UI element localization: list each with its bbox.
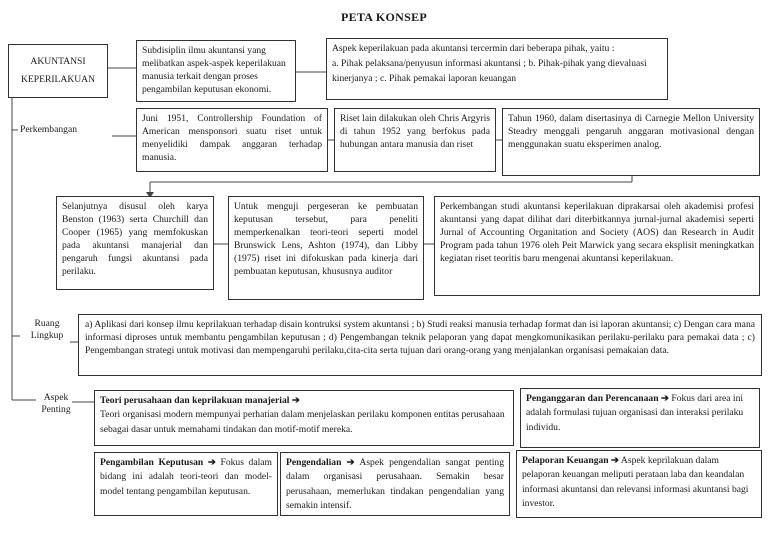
label-ruang-lingkup — [22, 318, 72, 343]
teori-text: Teori organisasi modern mempunyai perhatian dalam menjelaskan perilaku komponen entitas perusahaan sebagai dasar untuk memahami tindakan dan motif-motif mereka. — [100, 409, 505, 435]
teori-heading: Teori perusahaan dan keprilakuan manajerial ➔ — [100, 395, 300, 406]
dev-benston-box — [56, 196, 214, 290]
pengendalian-text: Aspek pengendalian sangat penting dalam organisasi perusahaan. Semakin besar perusahaan, memerlukan tindakan pengendalian yang semakin intensif. — [286, 457, 504, 512]
scope-box — [78, 314, 762, 376]
dev-1960-text: Tahun 1960, dalam disertasinya di Carnegie Mellon University Steadry menggali pengaruh anggaran motivasional dengan menggunakan suatu eksperimen analog. — [508, 113, 754, 151]
label-aspek-penting — [36, 392, 76, 417]
definition-text: Subdisiplin ilmu akuntansi yang melibatkan aspek-aspek keperilakuan manusia terkait dengan proses pengambilan keputusan ekonomi. — [142, 45, 286, 96]
dev-1960-box — [502, 108, 760, 176]
root-line-2: KEPERILAKUAN — [20, 74, 96, 86]
pengambilan-heading: Pengambilan Keputusan ➔ — [100, 457, 216, 468]
aspect-items: a. Pihak pelaksana/penyusun informasi akuntansi ; b. Pihak-pihak yang dievaluasi kinerjanya ; c. Pihak pemakai laporan keuangan — [332, 57, 647, 84]
label-aspek-penting-text: Aspek Penting — [41, 392, 71, 416]
teori-box — [94, 390, 514, 446]
dev-brunswick-text: Untuk menguji pergeseran ke pembuatan keputusan tersebut, para peneliti memperkenalkan teori-teori seperti model Brunswick Lens, Ashton (1974), dan Libby (1975) riset ini difokuskan pada kinerja dari pembuatan keputusan, khususnya auditor — [234, 201, 418, 278]
dev-aos-text: Perkembangan studi akuntansi keperilakuan diprakarsai oleh akademisi profesi akuntansi yang dapat dilihat dari diterbitkannya jurnal-jurnal akademisi seperti Jurnal of Accounting Organitation and Society (AOS) dan Research in Audit Program pada tahun 1976 oleh Peit Marwick yang secara eksplisit meningkatkan kegiatan riset teoritis baru mengenai akuntansi keperilakuan. — [440, 201, 754, 265]
pengambilan-text: Fokus dalam bidang ini adalah teori-teori dan model-model tentang pengambilan keputusan. — [100, 457, 273, 497]
label-perkembangan: Perkembangan — [20, 124, 78, 135]
dev-1952-text: Riset lain dilakukan oleh Chris Argyris di tahun 1952 yang berfokus pada hubungan antara manusia dan riset — [340, 113, 490, 151]
penganggaran-box — [520, 388, 760, 448]
aspect-intro: Aspek keperilakuan pada akuntansi tercermin dari beberapa pihak, yaitu : — [332, 43, 615, 54]
pengambilan-box — [94, 452, 278, 516]
pelaporan-text: Aspek keprilakuan dalam pelaporan keuangan meliputi perataan laba dan keandalan informasi akuntansi dan relevansi informasi akuntansi bagi investor. — [522, 455, 749, 510]
scope-text: a) Aplikasi dari konsep ilmu keprilakuan terhadap disain kontruksi system akuntansi ; b) Studi reaksi manusia terhadap format dan isi laporan akuntansi; c) Dengan cara mana informasi diproses untuk membantu pengambilan keputusan ; d) Pengembangan teknik pelaporan yang dapat mengkomunikasikan perilaku-perilaku para pemakai data ; c) Pengembangan strategi untuk motivasi dan mempengaruhi perilaku,cita-cita serta tujuan dari orang-orang yang menjalankan organisasi pemakaian data. — [85, 319, 755, 357]
page-title: PETA KONSEP — [340, 10, 428, 24]
penganggaran-text: Fokus dari area ini adalah formulasi tujuan organisasi dan interaksi perilaku individu. — [526, 393, 744, 433]
definition-box — [136, 40, 296, 102]
dev-benston-text: Selanjutnya disusul oleh karya Benston (1963) serta Churchill dan Cooper (1965) yang memfokuskan pada akuntansi manajerial dan pengaruh fungsi akuntansi pada perilaku. — [62, 201, 208, 278]
root-node — [8, 44, 108, 98]
dev-aos-box — [434, 196, 760, 296]
dev-brunswick-box — [228, 196, 424, 300]
penganggaran-heading: Penganggaran dan Perencanaan ➔ — [526, 393, 669, 404]
pelaporan-heading: Pelaporan Keuangan ➔ — [522, 455, 620, 466]
root-line-1: AKUNTANSI — [30, 56, 86, 67]
pelaporan-box — [516, 450, 762, 518]
dev-1951-text: Juni 1951, Controllership Foundation of American mensponsori suatu riset untuk menyelidiki dampak anggaran terhadap manusia. — [142, 113, 322, 164]
aspect-parties-box — [326, 38, 668, 100]
label-ruang-lingkup-text: Ruang Lingkup — [30, 318, 64, 342]
pengendalian-box — [280, 452, 510, 516]
dev-1952-box — [334, 108, 496, 172]
pengendalian-heading: Pengendalian ➔ — [286, 457, 355, 468]
dev-1951-box — [136, 108, 328, 172]
